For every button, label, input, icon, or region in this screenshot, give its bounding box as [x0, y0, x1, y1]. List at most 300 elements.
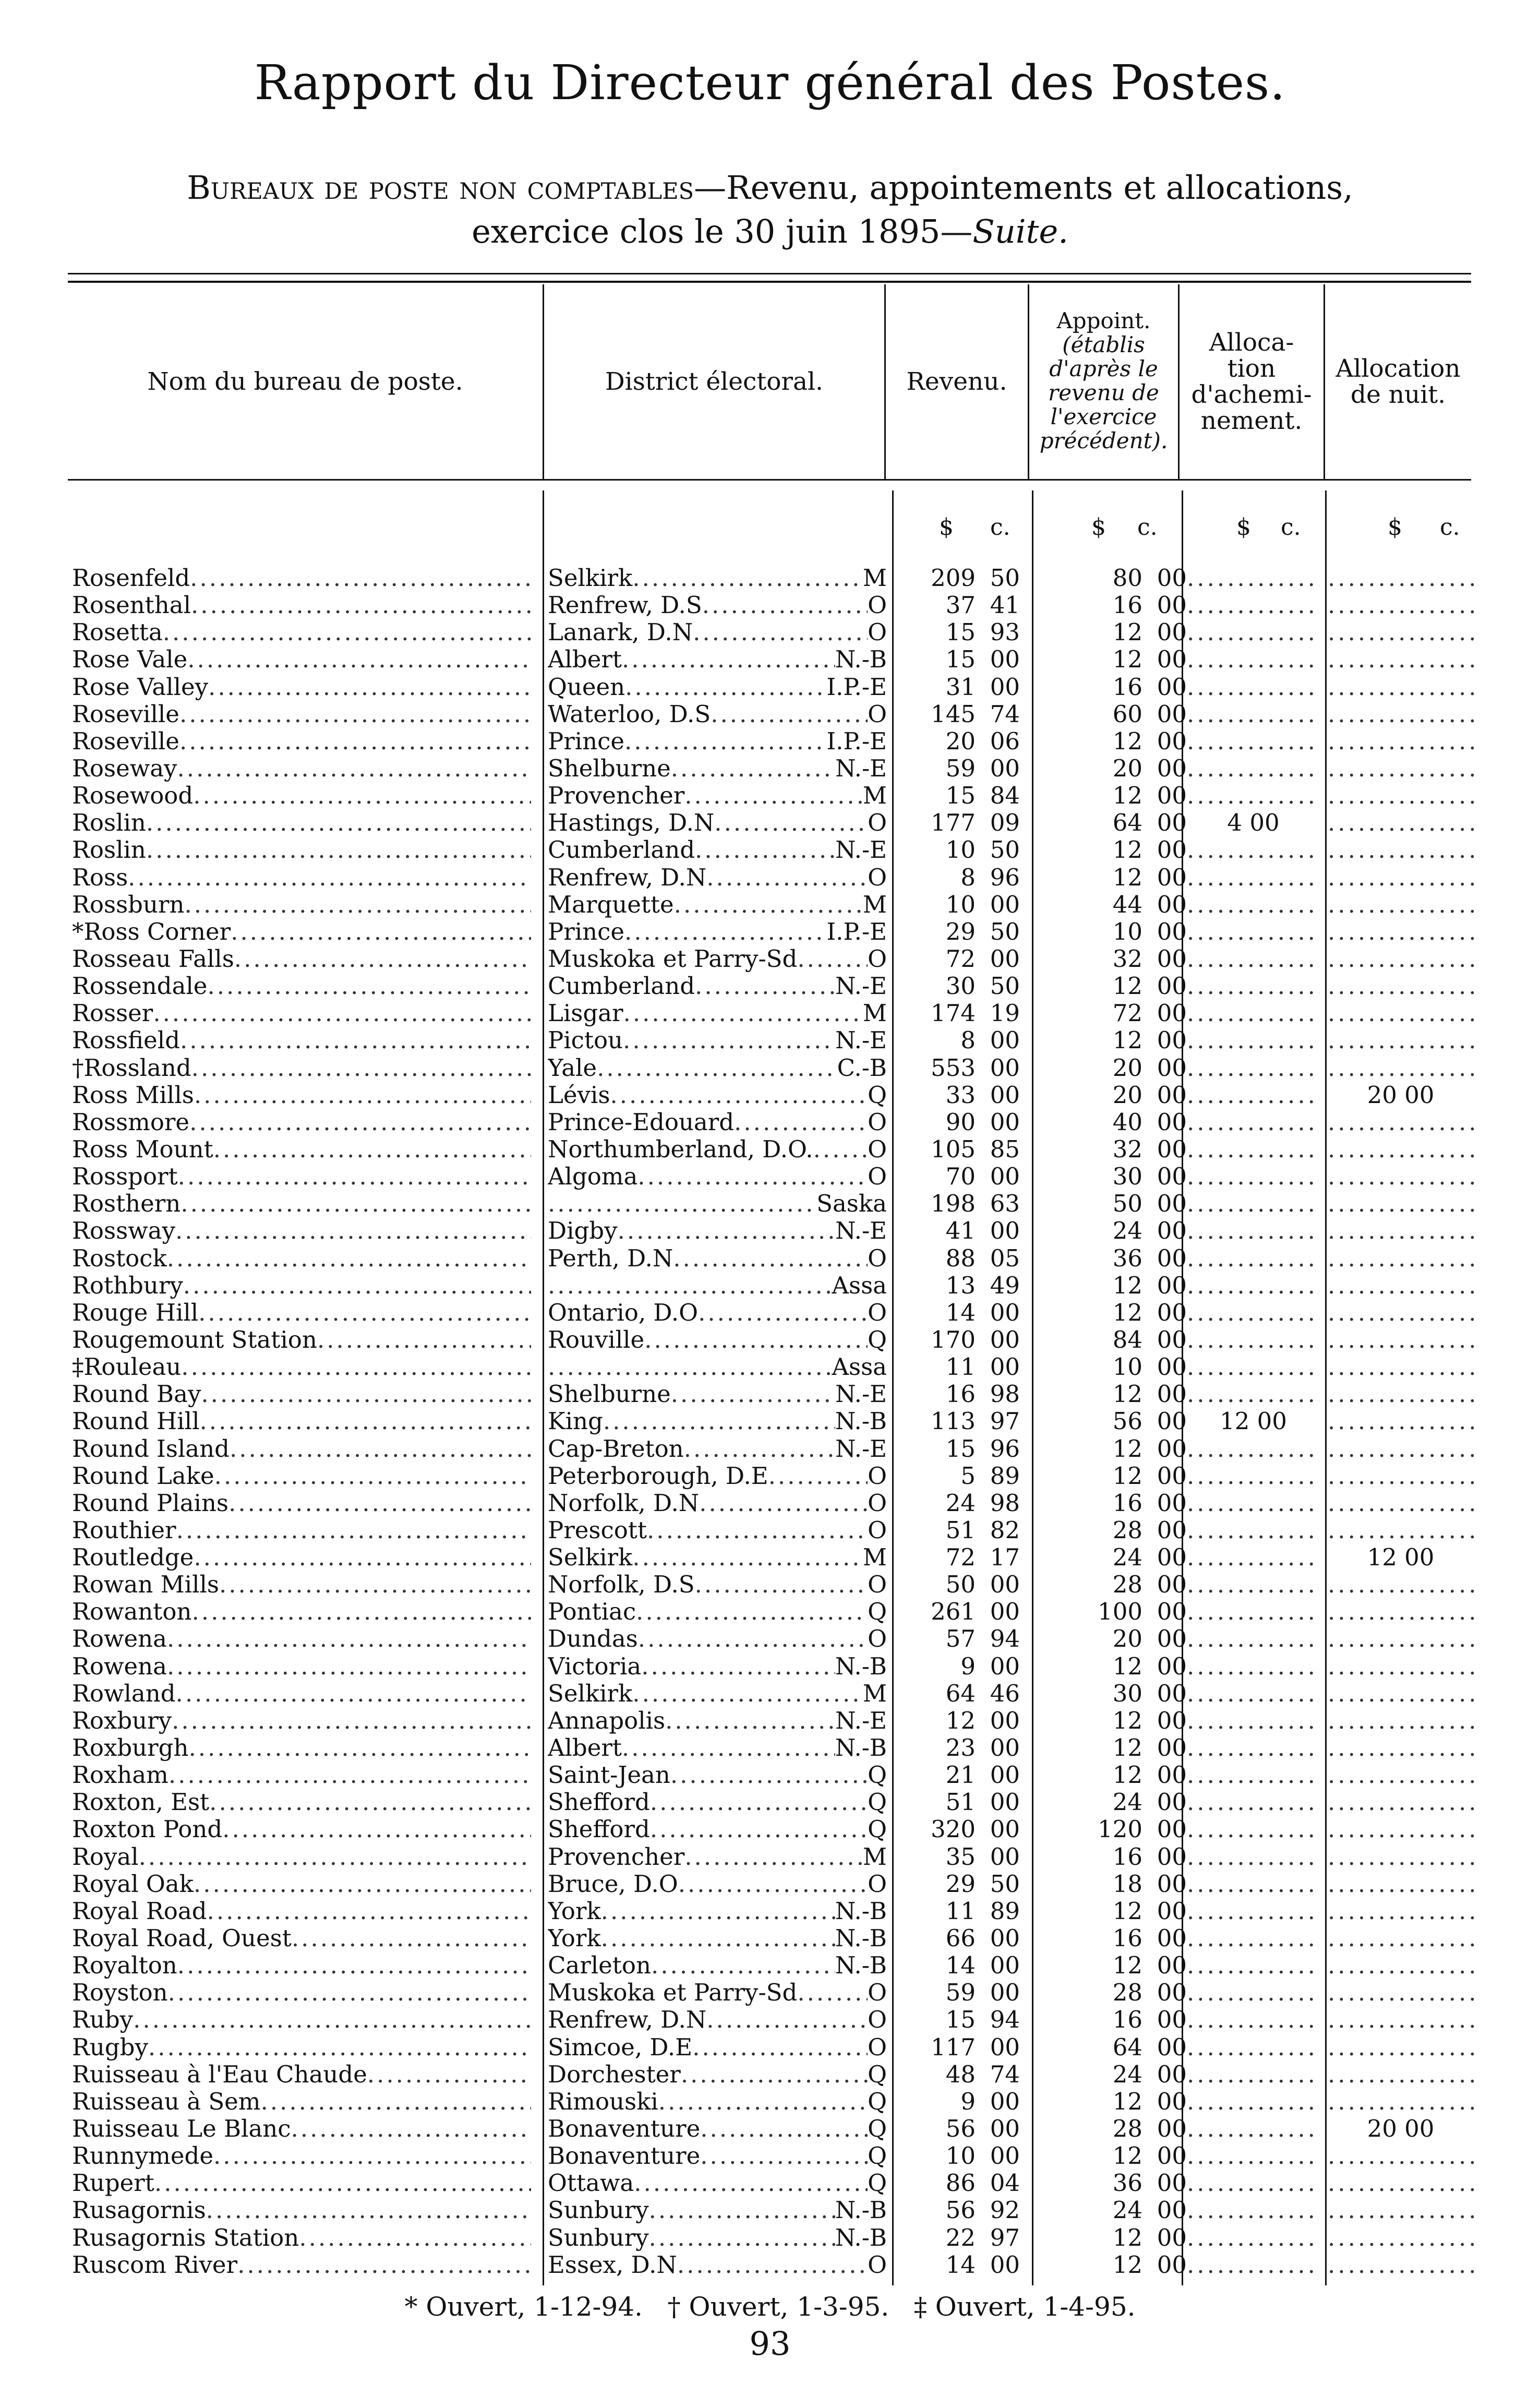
salary-dollars: 18 [1112, 1870, 1142, 1898]
salary-cents: 00 [1157, 1544, 1187, 1572]
revenue-cents: 00 [990, 754, 1020, 782]
revenue-cents: 97 [990, 2224, 1020, 2251]
district-name: Norfolk, D.S [548, 1571, 695, 1599]
revenue-cents: 09 [990, 809, 1020, 837]
leader-dots [1187, 1979, 1320, 2006]
office-name: Rossendale [72, 973, 208, 1000]
leader-dots [623, 1027, 835, 1054]
salary-cents: 00 [1157, 619, 1187, 646]
revenue-dollars: 70 [945, 1163, 976, 1191]
province-code: N.-E [835, 1707, 887, 1734]
office-name-cell [72, 1490, 531, 1517]
table-row [0, 945, 1540, 973]
revenue-dollars: 320 [931, 1816, 976, 1843]
forwarding-allowance [1187, 1789, 1320, 1816]
forwarding-allowance [1187, 1326, 1320, 1353]
district-cell [548, 755, 887, 782]
forwarding-allowance [1187, 1353, 1320, 1381]
district-name: Marquette [548, 891, 674, 918]
office-name: Roxton Pond [72, 1816, 223, 1843]
revenue-cents: 00 [990, 1979, 1020, 2007]
salary-cents: 00 [1157, 2224, 1187, 2251]
leader-dots [1187, 2170, 1320, 2197]
night-allowance [1328, 2142, 1474, 2170]
district-name: Carleton [548, 1952, 651, 1980]
revenue-cents: 00 [990, 2115, 1020, 2143]
district-cell [548, 1163, 887, 1190]
night-allowance [1328, 2197, 1474, 2224]
leader-dots [208, 674, 531, 701]
salary-dollars: 56 [1112, 1408, 1142, 1435]
revenue-dollars: 553 [931, 1054, 976, 1082]
province-code: N.-B [835, 2197, 887, 2224]
forwarding-allowance [1187, 2034, 1320, 2061]
leader-dots [1187, 1816, 1320, 1843]
salary-cents: 00 [1157, 1707, 1187, 1734]
revenue-cents: 63 [990, 1190, 1020, 1218]
office-name-cell [72, 565, 531, 592]
leader-dots [681, 2061, 868, 2088]
province-code: O [868, 1979, 887, 2007]
office-name-cell [72, 728, 531, 755]
ach-line: Alloca- [1209, 328, 1294, 357]
revenue-cents: 98 [990, 1489, 1020, 1517]
revenue-dollars: 29 [945, 918, 976, 945]
night-allowance: 20 00 [1367, 1081, 1435, 1109]
district-cell [548, 1217, 887, 1244]
leader-dots [797, 1979, 868, 2006]
district-name: Prescott [548, 1516, 647, 1544]
forwarding-allowance [1187, 1217, 1320, 1244]
leader-dots [692, 2034, 868, 2061]
forwarding-allowance [1187, 1163, 1320, 1190]
office-name: Ruscom River [72, 2251, 238, 2279]
district-name: Sunbury [548, 2197, 649, 2224]
salary-cents: 00 [1157, 754, 1187, 782]
night-allowance [1328, 1326, 1474, 1353]
leader-dots [222, 1816, 531, 1843]
office-name: Rosetta [72, 619, 163, 646]
forwarding-allowance [1187, 1272, 1320, 1299]
leader-dots [699, 1490, 868, 1517]
district-cell [548, 674, 887, 701]
leader-dots [1328, 1625, 1474, 1652]
office-name-cell [72, 1299, 531, 1326]
province-code: O [868, 1516, 887, 1544]
leader-dots [673, 1245, 868, 1272]
leader-dots [1328, 1680, 1474, 1707]
district-name: York [548, 1925, 601, 1952]
leader-dots [1187, 1680, 1320, 1707]
revenue-dollars: 16 [945, 1381, 976, 1408]
office-name: Roseway [72, 754, 177, 782]
leader-dots [1328, 836, 1474, 864]
office-name-cell [72, 1952, 531, 1979]
forwarding-allowance [1187, 973, 1320, 1000]
province-code: O [868, 809, 887, 837]
office-name: Royal Oak [72, 1870, 194, 1898]
district-name: Dorchester [548, 2060, 681, 2088]
leader-dots [1187, 945, 1320, 973]
leader-dots [1187, 1109, 1320, 1136]
night-allowance [1328, 1952, 1474, 1979]
night-allowance [1328, 619, 1474, 646]
leader-dots [139, 1843, 531, 1871]
office-name-cell [72, 1163, 531, 1190]
revenue-cents: 00 [990, 646, 1020, 674]
forwarding-allowance: 12 00 [1220, 1408, 1287, 1435]
leader-dots [180, 1027, 531, 1054]
salary-cents: 00 [1157, 1816, 1187, 1843]
leader-dots [178, 1163, 531, 1190]
revenue-dollars: 9 [960, 2088, 976, 2115]
salary-dollars: 12 [1112, 727, 1142, 755]
leader-dots [190, 565, 531, 592]
district-name: Bonaventure [548, 2115, 701, 2143]
forwarding-allowance [1187, 728, 1320, 755]
leader-dots [1187, 755, 1320, 782]
salary-dollars: 12 [1112, 1652, 1142, 1680]
leader-dots [1328, 1217, 1474, 1244]
district-name: Albert [548, 646, 622, 674]
salary-cents: 00 [1157, 1734, 1187, 1762]
leader-dots [209, 1789, 531, 1816]
night-allowance [1328, 1925, 1474, 1952]
table-row [0, 1245, 1540, 1272]
district-cell [548, 1082, 887, 1109]
office-name: Ruby [72, 2006, 134, 2034]
leader-dots [206, 2197, 531, 2224]
salary-dollars: 28 [1112, 2115, 1142, 2143]
province-code: O [868, 1108, 887, 1136]
office-name: Rosewood [72, 782, 194, 810]
district-cell [548, 2034, 887, 2061]
unit-cent-ach: c. [1281, 514, 1301, 541]
office-name: Roslin [72, 836, 146, 864]
night-allowance [1328, 565, 1474, 592]
revenue-dollars: 15 [945, 782, 976, 810]
revenue-dollars: 198 [931, 1190, 976, 1218]
salary-dollars: 12 [1112, 1299, 1142, 1326]
revenue-cents: 41 [990, 592, 1020, 619]
leader-dots [1187, 2142, 1320, 2170]
office-name: Roslin [72, 809, 146, 837]
col-header-district [544, 284, 884, 479]
district-name: Renfrew, D.N [548, 2006, 707, 2034]
revenue-dollars: 113 [931, 1408, 976, 1435]
leader-dots [1187, 1272, 1320, 1299]
unit-cent-appoint: c. [1137, 514, 1158, 541]
leader-dots [1328, 1898, 1474, 1925]
salary-dollars: 12 [1112, 1027, 1142, 1055]
leader-dots [1328, 1163, 1474, 1190]
unit-dollar-ach: $ [1236, 514, 1251, 541]
table-row [0, 2224, 1540, 2251]
col-header-allocation-nuit [1325, 284, 1471, 479]
revenue-dollars: 20 [945, 727, 976, 755]
office-name-cell [72, 1326, 531, 1353]
office-name-cell [72, 809, 531, 836]
office-name-cell [72, 1707, 531, 1734]
leader-dots [1328, 1353, 1474, 1381]
leader-dots [684, 782, 863, 809]
salary-dollars: 12 [1112, 646, 1142, 674]
table-row [0, 755, 1540, 782]
district-cell [548, 1925, 887, 1952]
revenue-cents: 00 [990, 1299, 1020, 1326]
province-code: Q [868, 1789, 887, 1816]
revenue-dollars: 117 [931, 2033, 976, 2061]
salary-cents: 00 [1157, 945, 1187, 973]
leader-dots [625, 674, 826, 701]
forwarding-allowance [1187, 592, 1320, 619]
leader-dots [228, 1490, 531, 1517]
office-name-cell [72, 782, 531, 809]
forwarding-allowance [1187, 1544, 1320, 1571]
revenue-cents: 00 [990, 1326, 1020, 1353]
table-row [0, 1353, 1540, 1381]
office-name: Roxton, Est [72, 1789, 210, 1816]
province-code: M [862, 1000, 887, 1027]
province-code: C.-B [837, 1054, 887, 1082]
revenue-cents: 50 [990, 565, 1020, 592]
salary-dollars: 28 [1112, 1979, 1142, 2007]
leader-dots [610, 1082, 868, 1109]
table-row [0, 619, 1540, 646]
office-name-cell [72, 1843, 531, 1871]
salary-cents: 00 [1157, 1435, 1187, 1463]
revenue-dollars: 23 [945, 1734, 976, 1762]
leader-dots [1187, 2034, 1320, 2061]
salary-cents: 00 [1157, 1027, 1187, 1055]
revenue-dollars: 15 [945, 2006, 976, 2034]
province-code: N.-E [835, 836, 887, 864]
night-allowance [1328, 1598, 1474, 1625]
leader-dots [1187, 864, 1320, 891]
province-code: I.P.-E [826, 673, 887, 701]
office-name: *Ross Corner [72, 918, 231, 945]
district-name: Norfolk, D.N [548, 1489, 700, 1517]
night-allowance [1328, 1653, 1474, 1680]
leader-dots [638, 1625, 868, 1652]
office-name-cell [72, 973, 531, 1000]
district-name: Simcoe, D.E [548, 2033, 693, 2061]
salary-cents: 00 [1157, 918, 1187, 945]
leader-dots [219, 1571, 531, 1598]
office-name-cell [72, 1680, 531, 1707]
night-allowance [1328, 1055, 1474, 1082]
salary-cents: 00 [1157, 2033, 1187, 2061]
office-name: Rose Vale [72, 646, 188, 674]
revenue-cents: 00 [990, 1925, 1020, 1952]
district-cell [548, 1789, 887, 1816]
leader-dots [1328, 1109, 1474, 1136]
leader-dots [167, 1653, 531, 1680]
leader-dots [641, 1653, 835, 1680]
office-name: Royalton [72, 1952, 177, 1980]
revenue-cents: 50 [990, 1870, 1020, 1898]
leader-dots [601, 1898, 835, 1925]
salary-dollars: 12 [1112, 973, 1142, 1000]
leader-dots [1328, 2251, 1474, 2279]
table-row [0, 1055, 1540, 1082]
table-row [0, 728, 1540, 755]
office-name: Round Plains [72, 1489, 229, 1517]
top-rule-1 [68, 273, 1471, 274]
revenue-cents: 04 [990, 2170, 1020, 2197]
leader-dots [1328, 619, 1474, 646]
province-code: M [862, 891, 887, 918]
revenue-dollars: 105 [931, 1135, 976, 1163]
salary-dollars: 50 [1112, 1190, 1142, 1218]
night-allowance [1328, 1680, 1474, 1707]
forwarding-allowance [1187, 836, 1320, 864]
night-allowance [1328, 1190, 1474, 1217]
office-name: Rossfield [72, 1027, 181, 1055]
salary-cents: 00 [1157, 1789, 1187, 1816]
leader-dots [700, 2115, 868, 2142]
table-row [0, 1299, 1540, 1326]
salary-dollars: 16 [1112, 2006, 1142, 2034]
revenue-dollars: 56 [945, 2115, 976, 2143]
leader-dots [1187, 1000, 1320, 1027]
salary-cents: 00 [1157, 1135, 1187, 1163]
leader-dots [1187, 2006, 1320, 2033]
table-row [0, 1843, 1540, 1871]
table-row [0, 565, 1540, 592]
province-code: I.P.-E [826, 918, 887, 945]
district-cell [548, 1353, 887, 1381]
leader-dots [1187, 1734, 1320, 1762]
office-name-cell [72, 1381, 531, 1408]
salary-cents: 00 [1157, 809, 1187, 837]
salary-cents: 00 [1157, 1897, 1187, 1925]
district-name: Essex, D.N [548, 2251, 677, 2279]
table-row [0, 1082, 1540, 1109]
office-name-cell [72, 1898, 531, 1925]
leader-dots [1187, 565, 1320, 592]
leader-dots [1187, 646, 1320, 673]
table-row [0, 2061, 1540, 2088]
appoint-line: précédent). [1039, 428, 1168, 453]
office-name-cell [72, 701, 531, 728]
leader-dots [548, 1272, 832, 1299]
table-subtitle [0, 166, 1540, 254]
salary-dollars: 12 [1112, 1435, 1142, 1463]
leader-dots [234, 945, 531, 973]
salary-cents: 00 [1157, 1598, 1187, 1626]
forwarding-allowance [1187, 1871, 1320, 1898]
leader-dots [1328, 2224, 1474, 2251]
leader-dots [163, 619, 531, 646]
province-code: Q [868, 1598, 887, 1626]
district-cell [548, 2115, 887, 2142]
leader-dots [677, 2251, 868, 2279]
revenue-dollars: 90 [945, 1108, 976, 1136]
forwarding-allowance [1187, 1381, 1320, 1408]
leader-dots [1328, 1517, 1474, 1544]
salary-dollars: 36 [1112, 2170, 1142, 2197]
office-name: Roseville [72, 727, 179, 755]
leader-dots [317, 1326, 531, 1353]
night-allowance [1328, 1762, 1474, 1789]
table-row [0, 836, 1540, 864]
revenue-cents: 00 [990, 1108, 1020, 1136]
salary-dollars: 32 [1112, 945, 1142, 973]
leader-dots [148, 2034, 531, 2061]
district-name: Digby [548, 1217, 618, 1245]
leader-dots [1328, 973, 1474, 1000]
salary-dollars: 30 [1112, 1163, 1142, 1191]
leader-dots [1187, 1898, 1320, 1925]
office-name: Rugby [72, 2033, 148, 2061]
subtitle-line-2 [0, 210, 1540, 254]
salary-dollars: 12 [1112, 2251, 1142, 2279]
leader-dots [1187, 592, 1320, 619]
leader-dots [1328, 2142, 1474, 2170]
district-name: Algoma [548, 1163, 638, 1191]
night-allowance [1328, 1843, 1474, 1871]
forwarding-allowance [1187, 1925, 1320, 1952]
night-allowance [1328, 2088, 1474, 2115]
revenue-dollars: 21 [945, 1762, 976, 1789]
leader-dots [1328, 1843, 1474, 1871]
district-name: Provencher [548, 1843, 685, 1871]
leader-dots [1187, 701, 1320, 728]
leader-dots [230, 1435, 531, 1463]
leader-dots [695, 836, 835, 864]
district-name: Saint-Jean [548, 1762, 670, 1789]
district-name: Bruce, D.O [548, 1870, 678, 1898]
forwarding-allowance [1187, 1245, 1320, 1272]
revenue-dollars: 15 [945, 646, 976, 674]
salary-cents: 00 [1157, 592, 1187, 619]
leader-dots [813, 1136, 868, 1163]
district-name: Renfrew, D.N [548, 864, 707, 891]
revenue-dollars: 11 [945, 1897, 976, 1925]
appoint-line: l'exercice [1050, 404, 1157, 429]
forwarding-allowance [1187, 1625, 1320, 1652]
forwarding-allowance [1187, 1707, 1320, 1734]
salary-cents: 00 [1157, 1952, 1187, 1980]
district-cell [548, 1326, 887, 1353]
salary-cents: 00 [1157, 782, 1187, 810]
night-allowance [1328, 1136, 1474, 1163]
table-row [0, 1653, 1540, 1680]
leader-dots [768, 1463, 868, 1490]
district-name: Cumberland [548, 973, 695, 1000]
revenue-cents: 94 [990, 1625, 1020, 1653]
leader-dots [678, 1871, 868, 1898]
district-cell [548, 1544, 887, 1571]
leader-dots [1187, 1707, 1320, 1734]
salary-dollars: 72 [1112, 1000, 1142, 1027]
salary-dollars: 60 [1112, 700, 1142, 728]
district-name: York [548, 1897, 601, 1925]
forwarding-allowance [1187, 2088, 1320, 2115]
office-name-cell [72, 2088, 531, 2115]
office-name: Rougemount Station [72, 1326, 317, 1353]
salary-dollars: 16 [1112, 1843, 1142, 1871]
table-row [0, 1952, 1540, 1979]
leader-dots [636, 1598, 868, 1625]
leader-dots [1187, 973, 1320, 1000]
leader-dots [1328, 1490, 1474, 1517]
district-cell [548, 1381, 887, 1408]
revenue-cents: 00 [990, 1789, 1020, 1816]
salary-cents: 00 [1157, 1054, 1187, 1082]
forwarding-allowance [1187, 1082, 1320, 1109]
